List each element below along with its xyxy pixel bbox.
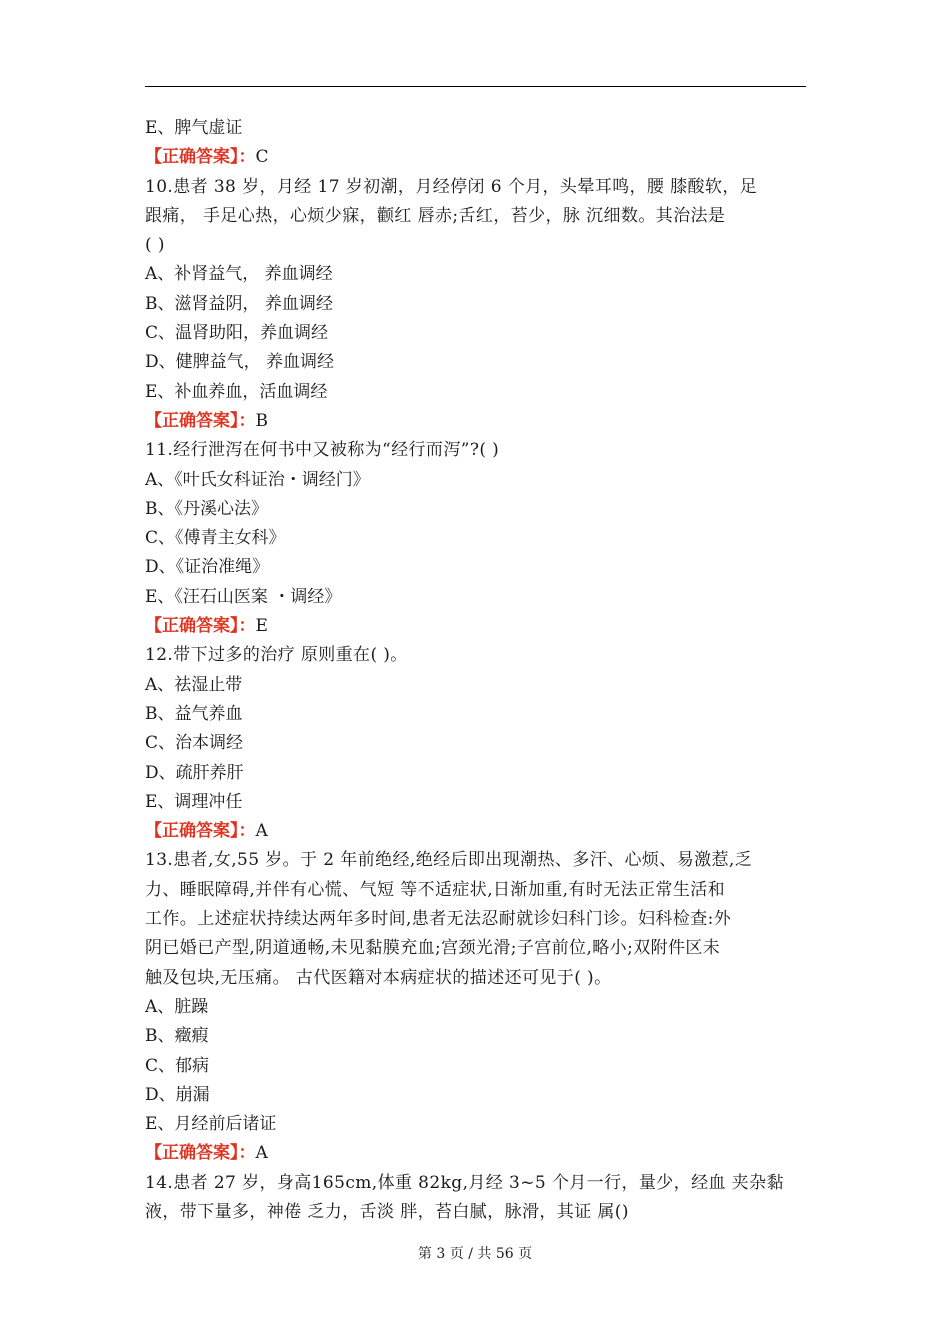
question-text-line: 14.患者 27 岁，身高165cm,体重 82kg,月经 3~5 个月一行，量少，经血 夹杂黏 xyxy=(145,1172,784,1193)
footer-page-unit: 页 xyxy=(449,1246,464,1262)
footer-prefix: 第 xyxy=(417,1246,432,1262)
answer-line xyxy=(145,817,810,846)
answer-label: 【正确答案】： xyxy=(145,616,256,637)
question-text-line: 工作。上述症状持续达两年多时间,患者无法忍耐就诊妇科门诊。妇科检查:外 xyxy=(145,909,732,930)
footer-total-pages: 56 xyxy=(495,1246,514,1262)
question-text-line: ( ) xyxy=(145,235,165,256)
option-line: D、疏肝养肝 xyxy=(145,762,244,783)
question-text-line: 触及包块,无压痛。 古代医籍对本病症状的描述还可见于( )。 xyxy=(145,967,612,988)
question-text-line: 力、睡眠障碍,并伴有心慌、气短 等不适症状,日渐加重,有时无法正常生活和 xyxy=(145,879,726,900)
answer-label: 【正确答案】： xyxy=(145,821,256,842)
footer-separator: / xyxy=(468,1246,473,1262)
option-line: B、滋肾益阴， 养血调经 xyxy=(145,293,333,314)
answer-line xyxy=(145,143,810,172)
option-line: A、脏躁 xyxy=(145,996,209,1017)
answer-line xyxy=(145,407,810,436)
option-line: A、祛湿止带 xyxy=(145,674,243,695)
header-rule xyxy=(145,86,806,87)
answer-value: C xyxy=(255,147,269,168)
option-line: E、《汪石山医案 ・调经》 xyxy=(145,586,342,607)
question-text-line: 13.患者,女,55 岁。于 2 年前绝经,绝经后即出现潮热、多汗、心烦、易激惹,乏 xyxy=(145,850,753,871)
answer-value: B xyxy=(255,410,268,431)
answer-label: 【正确答案】： xyxy=(145,1143,256,1164)
option-line: B、《丹溪心法》 xyxy=(145,498,268,519)
answer-label: 【正确答案】： xyxy=(145,410,256,431)
option-line: E、补血养血，活血调经 xyxy=(145,381,328,402)
question-text-line: 跟痛， 手足心热，心烦少寐，颧红 唇赤;舌红，苔少，脉 沉细数。其治法是 xyxy=(145,205,726,226)
option-line: B、益气养血 xyxy=(145,703,243,724)
page-footer xyxy=(0,1244,950,1264)
option-line: D、崩漏 xyxy=(145,1084,210,1105)
option-line: A、补肾益气， 养血调经 xyxy=(145,264,333,285)
answer-value: A xyxy=(255,821,268,842)
option-line: C、郁病 xyxy=(145,1055,210,1076)
option-line: C、《傅青主女科》 xyxy=(145,528,286,549)
option-line: C、治本调经 xyxy=(145,733,244,754)
option-line: A、《叶氏女科证治・调经门》 xyxy=(145,469,370,490)
footer-total-unit: 页 xyxy=(518,1246,533,1262)
question-text-line: 12.带下过多的治疗 原则重在( )。 xyxy=(145,645,408,666)
option-line: D、健脾益气， 养血调经 xyxy=(145,352,335,373)
answer-line xyxy=(145,612,810,641)
answer-value: E xyxy=(255,616,268,637)
footer-page-number: 3 xyxy=(436,1246,446,1262)
option-line: E、月经前后诸证 xyxy=(145,1114,277,1135)
footer-total-prefix: 共 xyxy=(477,1246,492,1262)
answer-value: A xyxy=(255,1143,268,1164)
question-text-line: 10.患者 38 岁，月经 17 岁初潮，月经停闭 6 个月，头晕耳鸣，腰 膝酸软，足 xyxy=(145,176,758,197)
question-text-line: 液，带下量多，神倦 乏力，舌淡 胖，苔白腻，脉滑，其证 属() xyxy=(145,1201,629,1222)
option-line: E、调理冲任 xyxy=(145,791,243,812)
option-line: E、脾气虚证 xyxy=(145,118,243,138)
question-text-line: 阴已婚已产型,阴道通畅,未见黏膜充血;宫颈光滑;子宫前位,略小;双附件区未 xyxy=(145,938,721,959)
option-line: B、癥瘕 xyxy=(145,1026,209,1047)
question-text-line: 11.经行泄泻在何书中又被称为“经行而泻”?( ) xyxy=(145,440,500,461)
option-line: C、温肾助阳，养血调经 xyxy=(145,323,329,344)
document-body xyxy=(145,114,810,1227)
option-line: D、《证治准绳》 xyxy=(145,557,270,578)
answer-line xyxy=(145,1139,810,1168)
answer-label: 【正确答案】： xyxy=(145,147,256,168)
